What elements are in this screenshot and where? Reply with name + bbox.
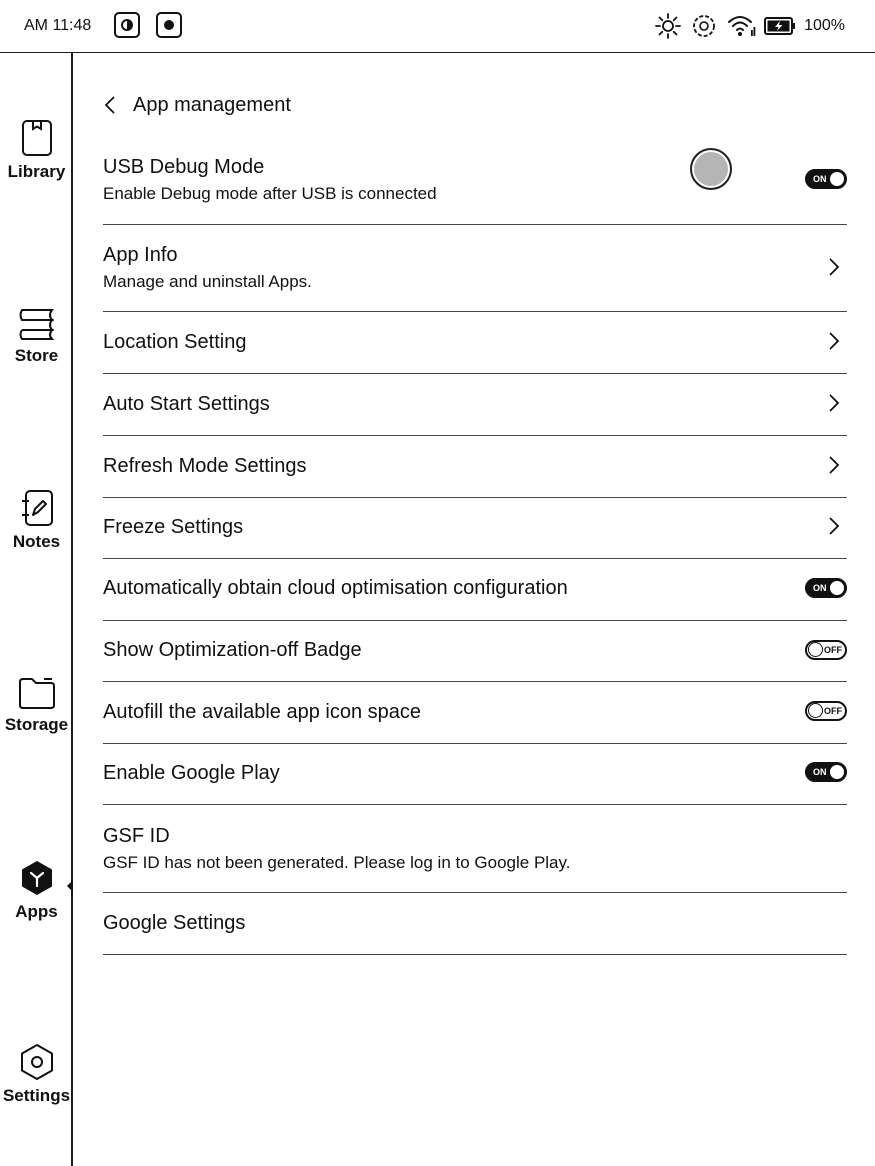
row-subtitle: GSF ID has not been generated. Please log in to Google Play. <box>103 853 571 872</box>
sidebar-item-library[interactable] <box>0 119 73 182</box>
chevron-right-icon <box>827 331 841 351</box>
page-title: App management <box>133 93 291 116</box>
chevron-right-icon <box>827 393 841 413</box>
row-title: Automatically obtain cloud optimisation configuration <box>103 577 568 599</box>
row-title: Autofill the available app icon space <box>103 701 421 723</box>
setting-google-settings[interactable] <box>103 893 847 955</box>
toggle-state-label: ON <box>813 583 827 593</box>
setting-location[interactable] <box>103 312 847 374</box>
row-title: Enable Google Play <box>103 762 280 784</box>
sidebar-item-apps[interactable] <box>0 859 73 922</box>
toggle-state-label: ON <box>813 174 827 184</box>
touch-indicator <box>690 148 732 190</box>
sidebar-item-label: Storage <box>4 715 69 734</box>
status-bar <box>0 0 875 53</box>
toggle-state-label: OFF <box>824 706 842 716</box>
row-title: USB Debug Mode <box>103 156 265 178</box>
row-title: Show Optimization-off Badge <box>103 639 362 661</box>
setting-gsf-id[interactable] <box>103 805 847 893</box>
sidebar-item-store[interactable] <box>0 307 73 366</box>
chevron-right-icon <box>827 455 841 475</box>
sidebar-item-label: Apps <box>15 902 58 921</box>
sync-icon[interactable] <box>690 12 718 40</box>
folder-icon <box>18 676 56 710</box>
apps-cube-icon <box>19 859 55 897</box>
page-header <box>103 90 291 120</box>
status-time: AM 11:48 <box>24 17 92 34</box>
setting-auto-start[interactable] <box>103 374 847 436</box>
setting-usb-debug-mode[interactable] <box>103 140 847 225</box>
refresh-mode-icon[interactable] <box>114 12 140 38</box>
sidebar-nav <box>0 53 73 1166</box>
setting-refresh-mode[interactable] <box>103 436 847 498</box>
setting-enable-google-play[interactable] <box>103 744 847 805</box>
chevron-right-icon <box>827 257 841 277</box>
sidebar-item-label: Settings <box>2 1086 71 1105</box>
brightness-icon[interactable] <box>654 12 682 40</box>
setting-app-info[interactable] <box>103 225 847 312</box>
sidebar-item-label: Notes <box>12 532 61 551</box>
active-indicator <box>67 880 73 892</box>
toggle-state-label: ON <box>813 767 827 777</box>
sidebar-item-label: Store <box>14 346 59 365</box>
google-play-toggle[interactable] <box>805 762 847 782</box>
sidebar-item-label: Library <box>7 162 66 181</box>
books-stack-icon <box>18 307 56 341</box>
wifi-icon[interactable] <box>726 12 756 40</box>
battery-charging-icon <box>764 16 796 36</box>
book-icon <box>21 119 53 157</box>
row-title: Auto Start Settings <box>103 393 270 415</box>
autofill-icon-toggle[interactable] <box>805 701 847 721</box>
row-title: App Info <box>103 244 178 266</box>
usb-debug-toggle[interactable] <box>805 169 847 189</box>
setting-cloud-optimisation[interactable] <box>103 559 847 621</box>
toggle-state-label: OFF <box>824 645 842 655</box>
battery-percent: 100% <box>804 17 845 34</box>
optimization-badge-toggle[interactable] <box>805 640 847 660</box>
sidebar-item-settings[interactable] <box>0 1043 73 1106</box>
screen-record-icon[interactable] <box>156 12 182 38</box>
notebook-pen-icon <box>20 489 54 527</box>
chevron-right-icon <box>827 516 841 536</box>
setting-optimization-off-badge[interactable] <box>103 621 847 682</box>
setting-autofill-icon-space[interactable] <box>103 682 847 744</box>
gear-icon <box>18 1043 56 1081</box>
setting-freeze[interactable] <box>103 498 847 559</box>
cloud-optimisation-toggle[interactable] <box>805 578 847 598</box>
row-title: Freeze Settings <box>103 516 244 538</box>
back-arrow-icon[interactable] <box>103 95 117 115</box>
row-title: Location Setting <box>103 331 247 353</box>
sidebar-item-notes[interactable] <box>0 489 73 552</box>
row-title: Refresh Mode Settings <box>103 455 307 477</box>
row-title: GSF ID <box>103 825 170 847</box>
row-subtitle: Manage and uninstall Apps. <box>103 272 312 291</box>
row-title: Google Settings <box>103 912 246 934</box>
row-subtitle: Enable Debug mode after USB is connected <box>103 184 437 203</box>
sidebar-item-storage[interactable] <box>0 676 73 735</box>
